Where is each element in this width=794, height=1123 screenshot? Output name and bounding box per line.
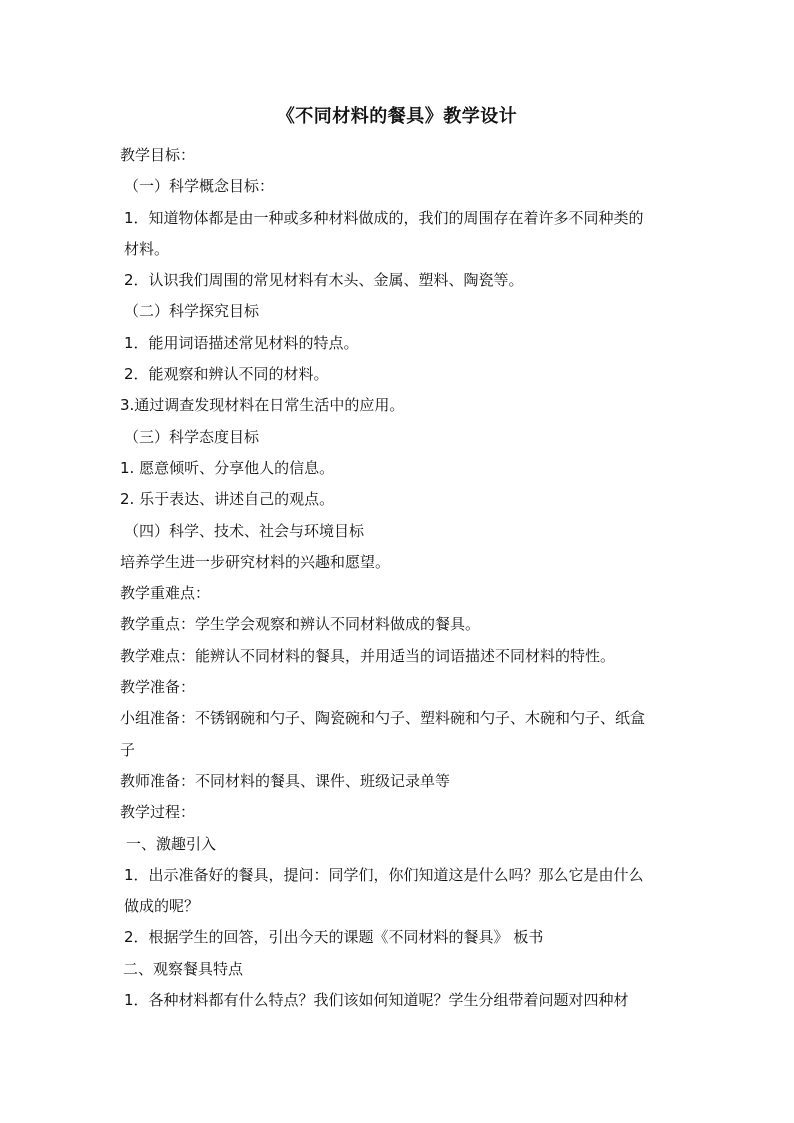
paragraph-line: 子	[120, 740, 136, 759]
subsection-heading: （二）科学探究目标	[124, 302, 260, 321]
document-body	[120, 140, 676, 1016]
paragraph-line: 1．出示准备好的餐具，提问：同学们，你们知道这是什么吗？那么它是由什么	[124, 865, 644, 884]
section-heading: 教学准备：	[120, 678, 196, 697]
paragraph-line: 2．根据学生的回答，引出今天的课题《不同材料的餐具》 板书	[124, 928, 544, 947]
paragraph-line: 做成的呢？	[124, 897, 200, 916]
paragraph-line: 1．各种材料都有什么特点？我们该如何知道呢？学生分组带着问题对四种材	[124, 991, 629, 1010]
paragraph-line: 2．认识我们周围的常见材料有木头、金属、塑料、陶瓷等。	[124, 271, 524, 290]
subsection-heading: （三）科学态度目标	[124, 427, 260, 446]
paragraph-line: 教学难点：能辨认不同材料的餐具，并用适当的词语描述不同材料的特性。	[120, 646, 616, 665]
section-heading: 教学目标：	[120, 146, 196, 164]
paragraph-line: 2. 乐于表达、讲述自己的观点。	[120, 490, 335, 509]
paragraph-line: 1．能用词语描述常见材料的特点。	[124, 333, 359, 352]
subsection-heading: （一）科学概念目标：	[124, 177, 275, 196]
paragraph-line: 材料。	[124, 239, 170, 258]
paragraph-line: 教学重点：学生学会观察和辨认不同材料做成的餐具。	[120, 615, 481, 634]
paragraph-line: 小组准备：不锈钢碗和勺子、陶瓷碗和勺子、塑料碗和勺子、木碗和勺子、纸盒	[120, 709, 646, 728]
paragraph-line: 1．知道物体都是由一种或多种材料做成的，我们的周围存在着许多不同种类的	[124, 208, 644, 227]
paragraph-line: 培养学生进一步研究材料的兴趣和愿望。	[120, 552, 391, 571]
subsection-heading: （四）科学、技术、社会与环境目标	[124, 521, 365, 540]
paragraph-line: 教师准备：不同材料的餐具、课件、班级记录单等	[120, 771, 451, 790]
section-heading: 教学重难点：	[120, 584, 211, 603]
subsection-heading: 一、激趣引入	[126, 834, 217, 853]
paragraph-line: 3.通过调查发现材料在日常生活中的应用。	[120, 396, 405, 415]
paragraph-line: 2．能观察和辨认不同的材料。	[124, 365, 329, 384]
subsection-heading: 二、观察餐具特点	[123, 959, 244, 978]
section-heading: 教学过程：	[120, 803, 196, 822]
document-title: 《不同材料的餐具》教学设计	[276, 106, 518, 127]
paragraph-line: 1. 愿意倾听、分享他人的信息。	[120, 458, 335, 477]
